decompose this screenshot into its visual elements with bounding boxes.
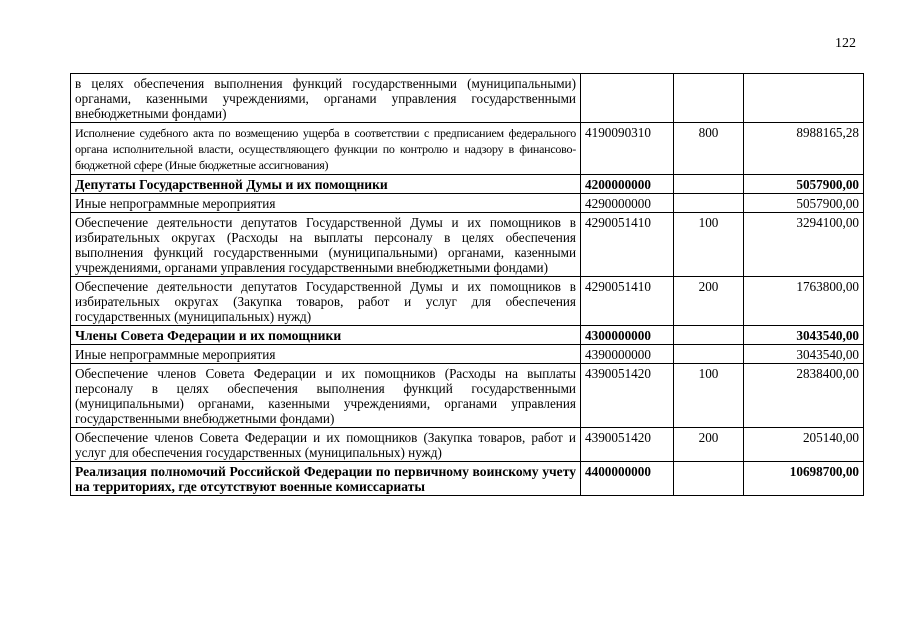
- row-sum: 3294100,00: [744, 213, 864, 277]
- row-sum: 2838400,00: [744, 364, 864, 428]
- row-name: Обеспечение деятельности депутатов Государственной Думы и их помощников в избирательных округах (Расходы на выплаты персоналу в целях обеспечения выполнения функций государственными (муниципальными) органами, казенными учреждениями, органами управления государственными внебюджетными фондами): [71, 213, 581, 277]
- row-type: [674, 194, 744, 213]
- budget-table: [70, 73, 864, 496]
- row-code: 4390051420: [581, 364, 674, 428]
- row-sum: 8988165,28: [744, 123, 864, 175]
- row-name: Реализация полномочий Российской Федерации по первичному воинскому учету на территориях, где отсутствуют военные комиссариаты: [71, 462, 581, 496]
- row-type: [674, 326, 744, 345]
- page-number: 122: [835, 36, 856, 51]
- row-type: 100: [674, 213, 744, 277]
- row-name: Иные непрограммные мероприятия: [71, 345, 581, 364]
- row-name: Иные непрограммные мероприятия: [71, 194, 581, 213]
- row-type: 800: [674, 123, 744, 175]
- row-code: 4300000000: [581, 326, 674, 345]
- row-name: Обеспечение членов Совета Федерации и их помощников (Закупка товаров, работ и услуг для обеспечения государственных (муниципальных) нужд): [71, 428, 581, 462]
- row-code: 4390000000: [581, 345, 674, 364]
- row-sum: [744, 74, 864, 123]
- table-row: [71, 123, 864, 175]
- row-sum: 1763800,00: [744, 277, 864, 326]
- row-code: 4200000000: [581, 175, 674, 194]
- row-type: [674, 462, 744, 496]
- table-row: [71, 74, 864, 123]
- row-code: 4290051410: [581, 213, 674, 277]
- table-row: [71, 428, 864, 462]
- row-name: в целях обеспечения выполнения функций государственными (муниципальными) органами, казенными учреждениями, органами управления государственными внебюджетными фондами): [71, 74, 581, 123]
- row-type: 200: [674, 277, 744, 326]
- table-row: [71, 277, 864, 326]
- table-row-section: [71, 175, 864, 194]
- table-row: [71, 194, 864, 213]
- row-name: Исполнение судебного акта по возмещению ущерба в соответствии с предписанием федерального органа исполнительной власти, осуществляющего функции по контролю и надзору в финансово-бюджетной сфере (Иные бюджетные ассигнования): [71, 123, 581, 175]
- row-code: 4400000000: [581, 462, 674, 496]
- table-row-section: [71, 462, 864, 496]
- table-row: [71, 213, 864, 277]
- table-row-section: [71, 326, 864, 345]
- row-sum: 205140,00: [744, 428, 864, 462]
- row-name: Обеспечение деятельности депутатов Государственной Думы и их помощников в избирательных округах (Закупка товаров, работ и услуг для обеспечения государственных (муниципальных) нужд): [71, 277, 581, 326]
- row-type: 100: [674, 364, 744, 428]
- row-sum: 5057900,00: [744, 175, 864, 194]
- row-type: [674, 74, 744, 123]
- row-sum: 3043540,00: [744, 345, 864, 364]
- row-sum: 3043540,00: [744, 326, 864, 345]
- table-row: [71, 345, 864, 364]
- row-code: 4290000000: [581, 194, 674, 213]
- row-name: Обеспечение членов Совета Федерации и их помощников (Расходы на выплаты персоналу в целях обеспечения выполнения функций государственными (муниципальными) органами, казенными учреждениями, органами управления государственными внебюджетными фондами): [71, 364, 581, 428]
- row-name: Члены Совета Федерации и их помощники: [71, 326, 581, 345]
- row-code: 4390051420: [581, 428, 674, 462]
- row-sum: 10698700,00: [744, 462, 864, 496]
- row-sum: 5057900,00: [744, 194, 864, 213]
- row-code: 4290051410: [581, 277, 674, 326]
- row-type: [674, 345, 744, 364]
- row-type: [674, 175, 744, 194]
- row-code: 4190090310: [581, 123, 674, 175]
- row-name: Депутаты Государственной Думы и их помощники: [71, 175, 581, 194]
- row-type: 200: [674, 428, 744, 462]
- table-row: [71, 364, 864, 428]
- row-code: [581, 74, 674, 123]
